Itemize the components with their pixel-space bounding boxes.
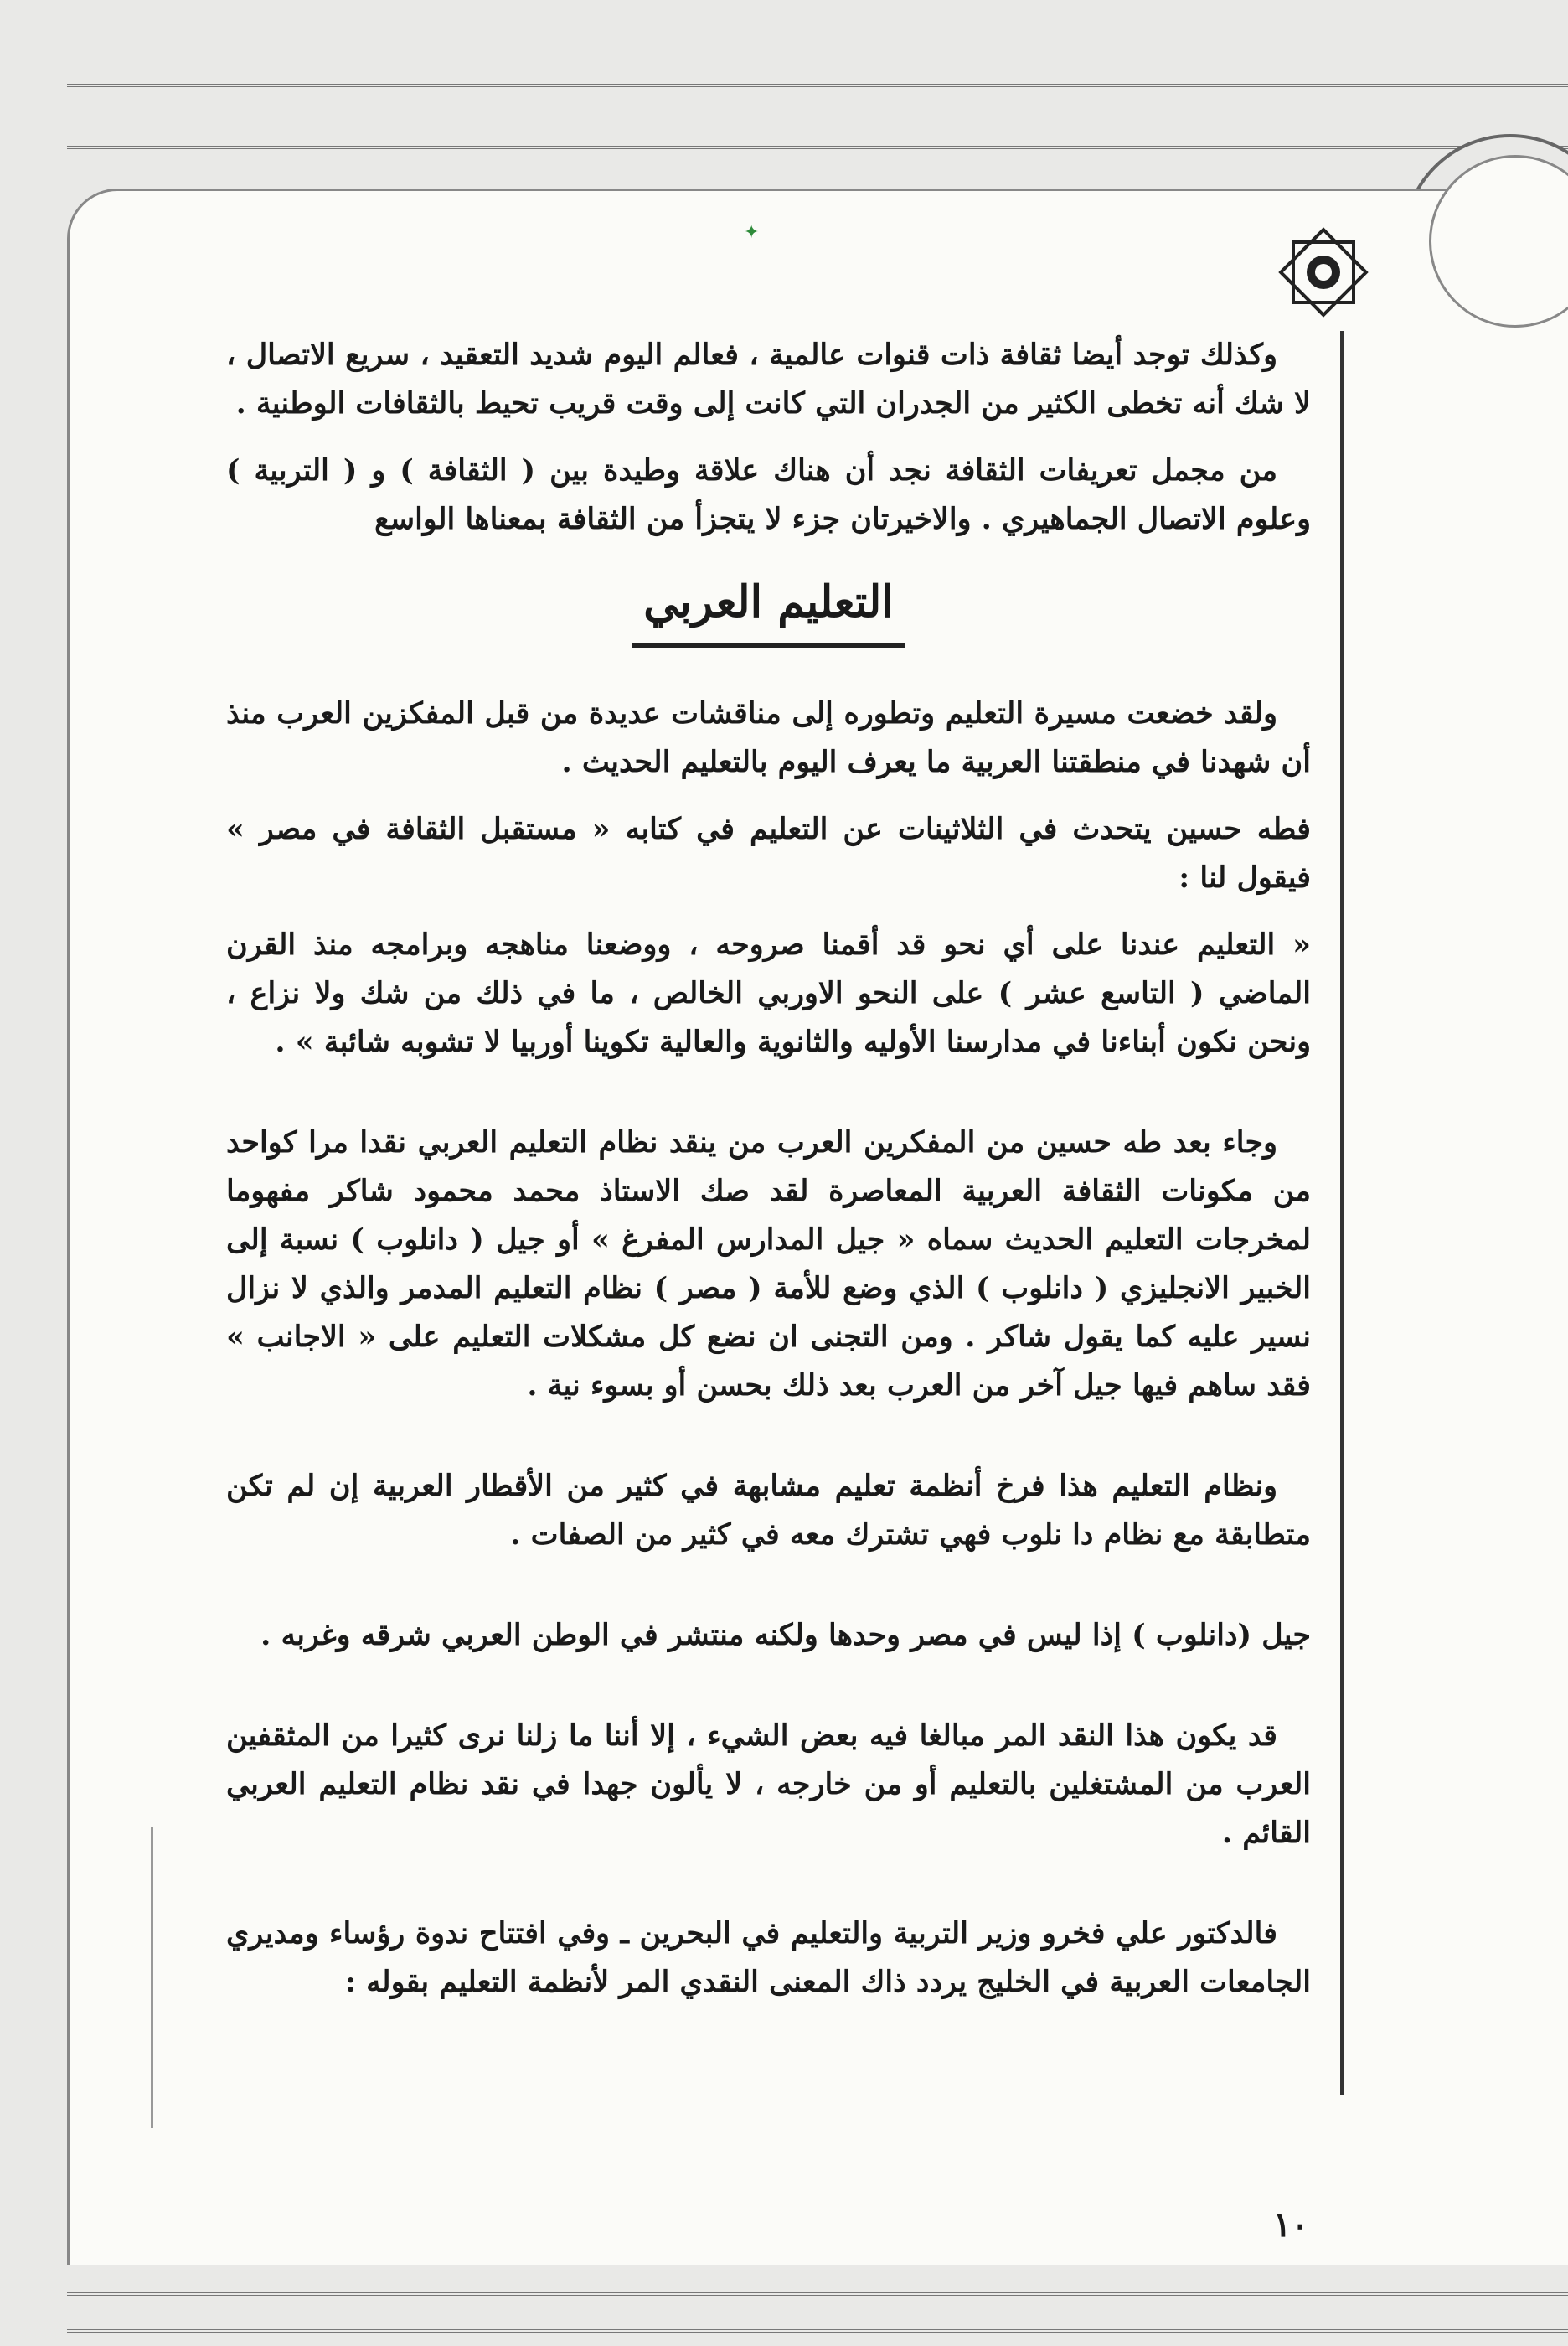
paragraph-5: ونظام التعليم هذا فرخ أنظمة تعليم مشابهة في كثير من الأقطار العربية إن لم تكن متطابقة مع نظام دا نلوب فهي تشترك معه في كثير من الصفات . (226, 1469, 1311, 1552)
spacer (226, 1429, 1311, 1462)
paragraph-6: جيل (دانلوب ) إذا ليس في مصر وحدها ولكنه منتشر في الوطن العربي شرقه وغربه . (260, 1618, 1311, 1652)
paragraph-8: فالدكتور علي فخرو وزير التربية والتعليم في البحرين ـ وفي افتتاح ندوة رؤساء ومديري الجامعات العربية في الخليج يردد ذاك المعنى النقدي المر لأنظمة التعليم بقوله : (226, 1916, 1311, 1999)
bottom-frame-lines (67, 2292, 1568, 2333)
spacer (226, 1876, 1311, 1909)
paragraph-1: ولقد خضعت مسيرة التعليم وتطوره إلى مناقشات عديدة من قبل المفكزين العرب منذ أن شهدنا في منطقتنا العربية ما يعرف اليوم بالتعليم الحديث . (226, 696, 1311, 779)
paragraph-7: قد يكون هذا النقد المر مبالغا فيه بعض الشيء ، إلا أننا ما زلنا نرى كثيرا من المثقفين العرب من المشتغلين بالتعليم أو من خارجه ، لا يألون جهدا في نقد نظام التعليم العربي القائم . (226, 1718, 1311, 1850)
paragraph-top-2: من مجمل تعريفات الثقافة نجد أن هناك علاقة وطيدة بين ( الثقافة ) و ( التربية ) وعلوم الاتصال الجماهيري . والاخيرتان جزء لا يتجزأ من الثقافة بمعناها الواسع (226, 453, 1311, 536)
page-text (226, 331, 1311, 2025)
paragraph-3-quote: « التعليم عندنا على أي نحو قد أقمنا صروحه ، ووضعنا مناهجه وبرامجه منذ القرن الماضي ( التاسع عشر ) على النحو الاوربي الخالص ، ما في ذلك من شك ولا نزاع ، ونحن نكون أبناءنا في مدارسنا الأوليه والثانوية والعالية تكوينا أوربيا لا تشوبه شائبة » . (226, 928, 1311, 1059)
top-frame-lines (67, 84, 1568, 149)
paragraph-2: فطه حسين يتحدث في الثلاثينات عن التعليم في كتابه « مستقبل الثقافة في مصر » فيقول لنا : (226, 812, 1311, 895)
page-number: ١٠ (1273, 2205, 1309, 2245)
section-heading: التعليم العربي (643, 576, 894, 628)
spacer (226, 1578, 1311, 1611)
left-margin-rule (151, 1827, 153, 2128)
paragraph-4: وجاء بعد طه حسين من المفكرين العرب من ينقد نظام التعليم العربي نقدا مرا كواحد من مكونات الثقافة العربية المعاصرة لقد صك الاستاذ محمد محمود شاكر مفهوما لمخرجات التعليم الحديث سماه « جيل المدارس المفرغ » أو جيل ( دانلوب ) نسبة إلى الخبير الانجليزي ( دانلوب ) الذي وضع للأمة ( مصر ) نظام التعليم المدمر والذي لا نزال نسير عليه كما يقول شاكر . ومن التجنى ان نضع كل مشكلات التعليم على « الاجانب » فقد ساهم فيها جيل آخر من العرب بعد ذلك بحسن أو بسوء نية . (226, 1125, 1311, 1403)
right-margin-rule (1340, 331, 1344, 2095)
green-ink-mark: ✦ (744, 222, 760, 243)
spacer (226, 1085, 1311, 1119)
heading-underline (632, 643, 905, 648)
paragraph-top-1: وكذلك توجد أيضا ثقافة ذات قنوات عالمية ، فعالم اليوم شديد التعقيد ، سريع الاتصال ، لا شك أنه تخطى الكثير من الجدران التي كانت إلى وقت قريب تحيط بالثقافات الوطنية . (226, 338, 1311, 421)
octagon-ornament-icon (1277, 226, 1369, 318)
spacer (226, 1678, 1311, 1712)
